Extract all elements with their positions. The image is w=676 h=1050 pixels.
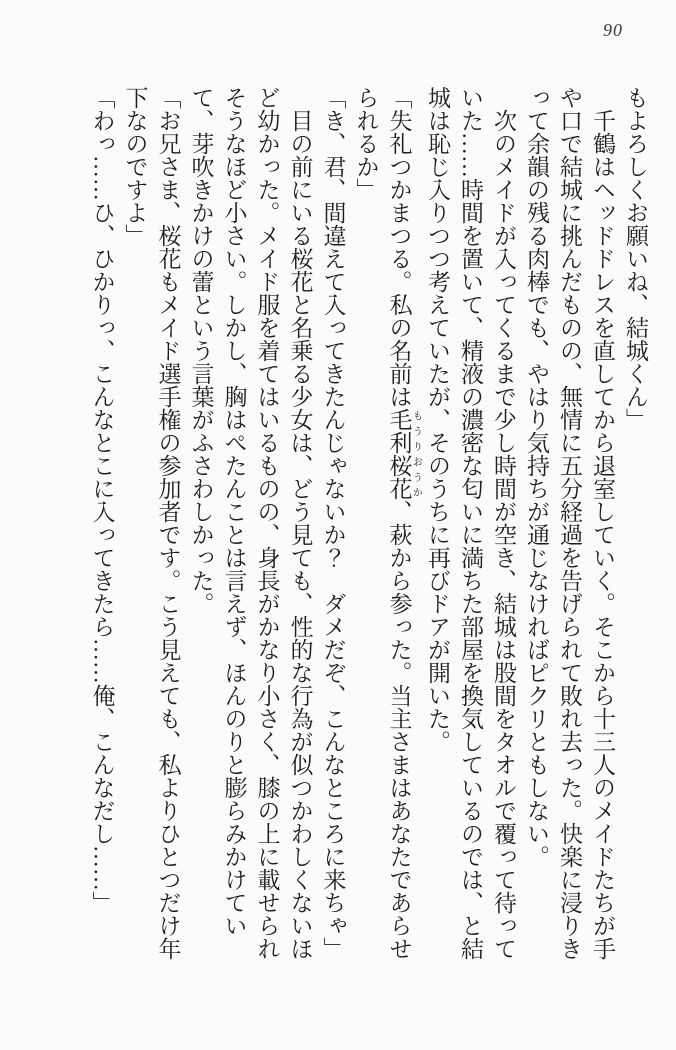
paragraph: もよろしくお願いね、結城くん」 bbox=[623, 86, 648, 431]
ruby-annotated-word: 毛利 もうり bbox=[386, 408, 422, 454]
paragraph: 次のメイドが入ってくるまで少し時間が空き、結城は股間をタオルで覆って待っていた……時間を置いて、精液の濃密な匂いに満ちた部屋を換気しているのでは、と結城は恥じ入りつつ考えていたが、そのうちに再びドアが開いた。 bbox=[425, 86, 516, 960]
paragraph: 「失礼つかまつる。私の名前は毛利 もうり桜花 おうか、萩から参った。当主さまはあなたであらせられるか」 bbox=[353, 86, 422, 960]
furigana: おうか bbox=[410, 454, 422, 500]
paragraph: 千鶴はヘッドドレスを直してから退室していく。そこから十三人のメイドたちが手や口で結城に挑んだものの、無情に五分経過を告げられて敗れ去った。快楽に浸りきって余韻の残る肉棒でも、やはり気持ちが通じなければピクリともしない。 bbox=[524, 86, 615, 960]
ruby-annotated-word: 桜花 おうか bbox=[386, 454, 422, 500]
furigana: もうり bbox=[410, 408, 422, 454]
body-text bbox=[86, 86, 653, 960]
paragraph: 目の前にいる桜花と名乗る少女は、どう見ても、性的な行為が似つかわしくないほど幼かった。メイド服を着てはいるものの、身長がかなり小さく、膝の上に載せられそうなほど小さい。しかし、胸はぺたんことは言えず、ほんのりと膨らみかけていて、芽吹きかけの蕾という言葉がふさわしかった。 bbox=[188, 86, 313, 960]
paragraph: 「お兄さま、桜花もメイド選手権の参加者です。こう見えても、私よりひとつだけ年下なのですよ」 bbox=[122, 86, 181, 960]
paragraph: 「き、君、間違えて入ってきたんじゃないか？ ダメだぞ、こんなところに来ちゃ」 bbox=[320, 86, 346, 960]
page-number: 90 bbox=[603, 20, 623, 40]
paragraph: 「わっ……ひ、ひかりっ、こんなとこに入ってきたら……俺、こんなだし……」 bbox=[89, 86, 115, 914]
